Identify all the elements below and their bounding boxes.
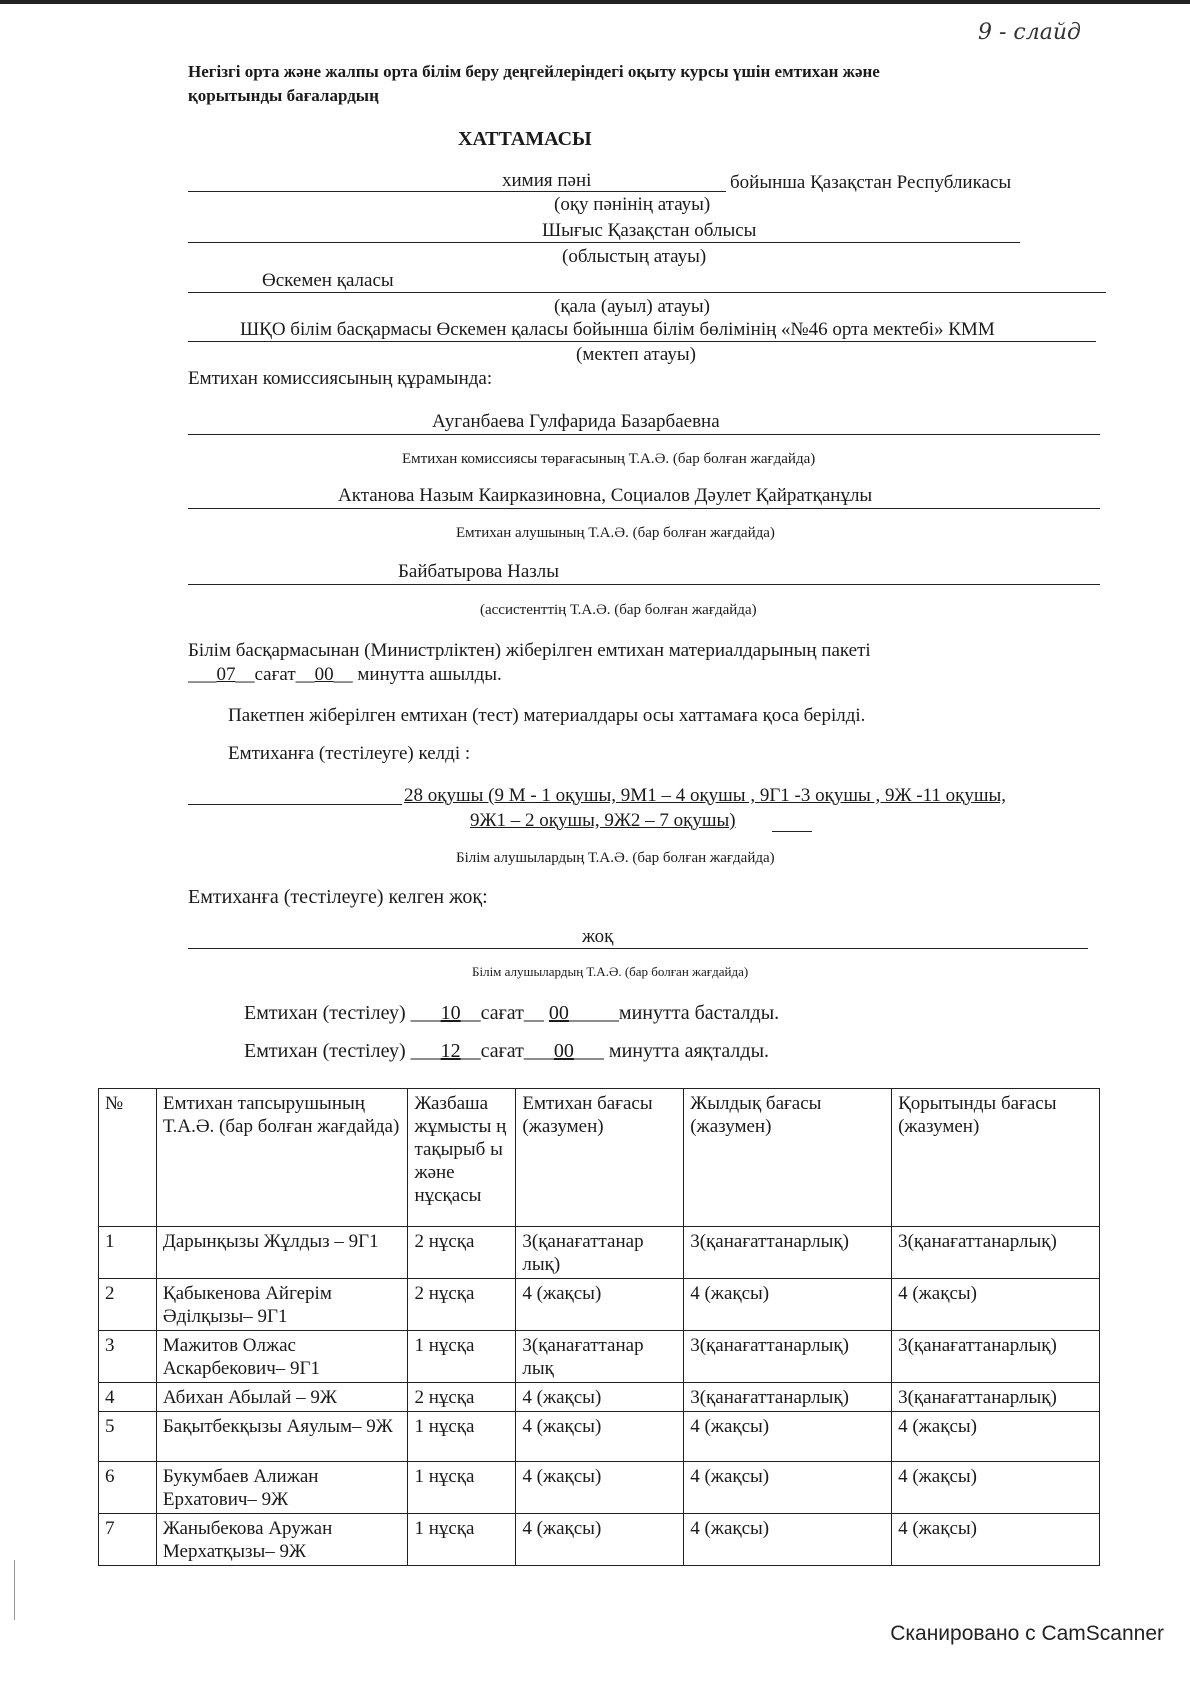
row-annual-grade: 4 (жақсы) — [684, 1412, 892, 1462]
row-student-name: Мажитов Олжас Аскарбекович– 9Г1 — [156, 1331, 408, 1383]
header-annual-grade: Жылдық бағасы (жазумен) — [684, 1089, 892, 1227]
row-number: 6 — [99, 1462, 157, 1514]
exam-start-tail: минутта басталды. — [618, 1002, 780, 1024]
row-student-name: Дарынқызы Жұлдыз – 9Г1 — [156, 1227, 408, 1279]
table-header-row — [99, 1089, 1100, 1227]
exam-end-label: Емтихан (тестілеу) — [244, 1040, 406, 1062]
header-student-name: Емтихан тапсырушының Т.А.Ә. (бар болған жағдайда) — [156, 1089, 408, 1227]
region-value: Шығыс Қазақстан облысы — [542, 220, 757, 241]
row-number: 5 — [99, 1412, 157, 1462]
arrived-caption: Білім алушылардың Т.А.Ә. (бар болған жағдайда) — [456, 850, 775, 866]
assistant-caption: (ассистенттің Т.А.Ә. (бар болған жағдайда) — [480, 602, 757, 618]
row-variant: 1 нұсқа — [408, 1462, 516, 1514]
row-variant: 2 нұсқа — [408, 1279, 516, 1331]
exam-end-minute: 00 — [553, 1040, 574, 1062]
exam-end-hour: 12 — [440, 1040, 461, 1062]
row-variant: 1 нұсқа — [408, 1514, 516, 1566]
exam-start-line: Емтихан (тестілеу) ___10__сағат__ 00_____минутта басталды. — [244, 1002, 780, 1024]
assistant-underline — [188, 584, 1100, 585]
row-exam-grade: 4 (жақсы) — [516, 1514, 684, 1566]
row-exam-grade: 4 (жақсы) — [516, 1279, 684, 1331]
row-student-name: Абихан Абылай – 9Ж — [156, 1383, 408, 1412]
exam-start-hour-word: сағат — [480, 1002, 524, 1024]
row-student-name: Бақытбекқызы Аяулым– 9Ж — [156, 1412, 408, 1462]
commission-label: Емтихан комиссиясының құрамында: — [188, 368, 493, 389]
row-exam-grade: 4 (жақсы) — [516, 1412, 684, 1462]
exam-start-hour: 10 — [440, 1002, 461, 1024]
row-annual-grade: 3(қанағаттанарлық) — [684, 1331, 892, 1383]
row-final-grade: 4 (жақсы) — [892, 1279, 1100, 1331]
header-number: № — [99, 1089, 157, 1227]
header-exam-grade: Емтихан бағасы (жазумен) — [516, 1089, 684, 1227]
row-final-grade: 3(қанағаттанарлық) — [892, 1383, 1100, 1412]
absent-caption: Білім алушылардың Т.А.Ә. (бар болған жағдайда) — [472, 964, 749, 979]
table-row — [99, 1462, 1100, 1514]
subject-suffix: бойынша Қазақстан Республикасы — [730, 172, 1012, 193]
row-number: 2 — [99, 1279, 157, 1331]
header-line-2: қорытынды бағалардың — [188, 86, 379, 105]
attached-note: Пакетпен жіберілген емтихан (тест) материалдары осы хаттамаға қоса берілді. — [228, 705, 866, 726]
city-value: Өскемен қаласы — [262, 270, 394, 291]
scan-top-edge — [0, 0, 1190, 4]
subject-caption: (оқу пәнінің атауы) — [554, 194, 711, 215]
row-student-name: Қабыкенова Айгерім Әділқызы– 9Г1 — [156, 1279, 408, 1331]
row-exam-grade: 4 (жақсы) — [516, 1462, 684, 1514]
row-variant: 1 нұсқа — [408, 1412, 516, 1462]
exam-end-hour-word: сағат — [480, 1040, 524, 1062]
table-row — [99, 1514, 1100, 1566]
arrived-underline-tail — [772, 831, 812, 832]
exam-end-tail: минутта аяқталды. — [608, 1040, 770, 1062]
row-annual-grade: 4 (жақсы) — [684, 1514, 892, 1566]
arrived-label: Емтиханға (тестілеуге) келді : — [228, 743, 471, 764]
document-title: ХАТТАМАСЫ — [458, 128, 592, 150]
row-final-grade: 4 (жақсы) — [892, 1514, 1100, 1566]
row-variant: 1 нұсқа — [408, 1331, 516, 1383]
row-exam-grade: 3(қанағаттанар лық — [516, 1331, 684, 1383]
examiners-underline — [188, 508, 1100, 509]
absent-value: жоқ — [582, 926, 614, 947]
scan-left-mark — [14, 1560, 15, 1620]
absent-underline — [188, 948, 1088, 949]
row-annual-grade: 3(қанағаттанарлық) — [684, 1383, 892, 1412]
row-final-grade: 3(қанағаттанарлық) — [892, 1331, 1100, 1383]
row-student-name: Жаныбекова Аружан Мерхатқызы– 9Ж — [156, 1514, 408, 1566]
arrived-line-2: 9Ж1 – 2 оқушы, 9Ж2 – 7 оқушы) — [470, 810, 736, 831]
grades-table — [98, 1088, 1100, 1566]
scanner-watermark: Сканировано с CamScanner — [890, 1622, 1164, 1645]
header-topic-variant: Жазбаша жұмысты ң тақырыб ы және нұсқасы — [408, 1089, 516, 1227]
school-caption: (мектеп атауы) — [576, 344, 696, 365]
city-underline — [188, 292, 1106, 293]
chair-underline — [188, 434, 1100, 435]
exam-end-line: Емтихан (тестілеу) ___12__сағат___00___ минутта аяқталды. — [244, 1040, 770, 1062]
package-opening-time: ___07__сағат__00__ минутта ашылды. — [188, 664, 502, 685]
exam-start-minute: 00 — [548, 1002, 569, 1024]
arrived-line-1: 28 оқушы (9 М - 1 оқушы, 9М1 – 4 оқушы , 9Г1 -3 оқушы , 9Ж -11 оқушы, — [404, 785, 1007, 806]
subject-value: химия пәні — [502, 170, 592, 191]
row-student-name: Букумбаев Алижан Ерхатович– 9Ж — [156, 1462, 408, 1514]
package-line-1: Білім басқармасынан (Министрліктен) жіберілген емтихан материалдарының пакеті — [188, 640, 871, 661]
row-number: 3 — [99, 1331, 157, 1383]
school-underline — [188, 341, 1096, 342]
subject-underline — [188, 191, 726, 192]
absent-label: Емтиханға (тестілеуге) келген жоқ: — [188, 886, 488, 908]
row-number: 1 — [99, 1227, 157, 1279]
package-tail: минутта ашылды. — [357, 664, 502, 685]
city-caption: (қала (ауыл) атауы) — [554, 296, 710, 317]
region-caption: (облыстың атауы) — [562, 246, 707, 267]
package-hour-word: сағат — [254, 664, 296, 685]
row-final-grade: 4 (жақсы) — [892, 1412, 1100, 1462]
handwritten-page-mark: 9 - слайд — [978, 20, 1081, 45]
table-row — [99, 1331, 1100, 1383]
row-annual-grade: 4 (жақсы) — [684, 1279, 892, 1331]
row-number: 7 — [99, 1514, 157, 1566]
package-hour: 07 — [216, 664, 236, 685]
assistant-name: Байбатырова Назлы — [398, 561, 559, 582]
table-row — [99, 1227, 1100, 1279]
examiners-names: Актанова Назым Каирказиновна, Социалов Дәулет Қайратқанұлы — [338, 485, 873, 506]
package-minute: 00 — [314, 664, 334, 685]
row-exam-grade: 4 (жақсы) — [516, 1383, 684, 1412]
table-row — [99, 1383, 1100, 1412]
chair-caption: Емтихан комиссиясы төрағасының Т.А.Ә. (бар болған жағдайда) — [402, 451, 816, 467]
header-final-grade: Қорытынды бағасы (жазумен) — [892, 1089, 1100, 1227]
row-number: 4 — [99, 1383, 157, 1412]
region-underline — [188, 242, 1020, 243]
examiners-caption: Емтихан алушының Т.А.Ә. (бар болған жағдайда) — [456, 525, 775, 541]
chair-name: Ауганбаева Гулфарида Базарбаевна — [432, 411, 720, 432]
row-final-grade: 4 (жақсы) — [892, 1462, 1100, 1514]
row-annual-grade: 3(қанағаттанарлық) — [684, 1227, 892, 1279]
table-row — [99, 1279, 1100, 1331]
header-line-1: Негізгі орта және жалпы орта білім беру деңгейлеріндегі оқыту курсы үшін емтихан және — [188, 62, 880, 81]
school-value: ШҚО білім басқармасы Өскемен қаласы бойынша білім бөлімінің «№46 орта мектебі» КММ — [240, 319, 995, 340]
exam-start-label: Емтихан (тестілеу) — [244, 1002, 406, 1024]
arrived-underline-left — [188, 804, 402, 805]
table-row — [99, 1412, 1100, 1462]
row-variant: 2 нұсқа — [408, 1383, 516, 1412]
row-final-grade: 3(қанағаттанарлық) — [892, 1227, 1100, 1279]
row-annual-grade: 4 (жақсы) — [684, 1462, 892, 1514]
row-exam-grade: 3(қанағаттанар лық) — [516, 1227, 684, 1279]
row-variant: 2 нұсқа — [408, 1227, 516, 1279]
